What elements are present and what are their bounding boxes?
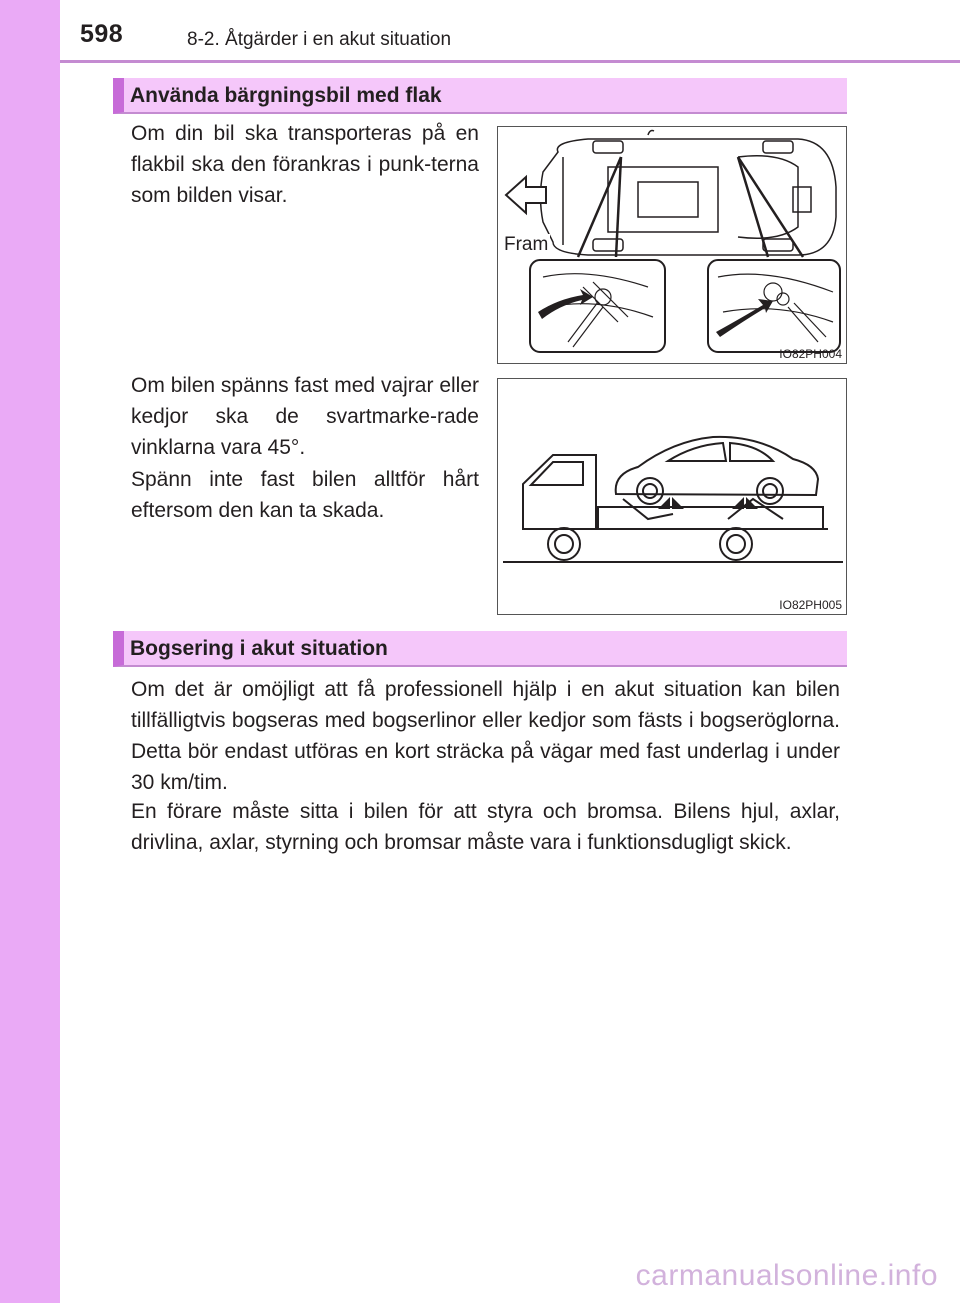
front-label: Fram	[504, 234, 549, 255]
figure-code: IO82PH004	[779, 347, 842, 361]
paragraph-towing-emergency: Om det är omöjligt att få professionell hjälp i en akut situation kan bilen tillfälligtvis bogseras med bogserlinor eller kedjor som fästs i bogseröglorna. Detta bör endast utföras en kort sträcka på vägar med fast underlag i under 30 km/tim.	[131, 678, 840, 794]
section-heading-flatbed	[113, 78, 847, 114]
section-heading-text: Använda bärgningsbil med flak	[130, 84, 442, 107]
figure-code: IO82PH005	[779, 598, 842, 612]
section-heading-towing	[113, 631, 847, 667]
watermark: carmanualsonline.info	[635, 1259, 938, 1292]
figure-flatbed-truck	[497, 378, 847, 615]
paragraph-anchor-points: Om din bil ska transporteras på en flakbil ska den förankras i punk-terna som bilden visar.	[131, 122, 479, 207]
figure-tiedown-points	[497, 126, 847, 364]
front-arrow-icon	[506, 177, 546, 213]
section-heading-text: Bogsering i akut situation	[130, 637, 388, 660]
paragraph-tension: Spänn inte fast bilen alltför hårt eftersom den kan ta skada.	[131, 468, 479, 522]
paragraph-driver-requirements: En förare måste sitta i bilen för att styra och bromsa. Bilens hjul, axlar, drivlina, axlar, styrning och bromsar måste vara i funktionsdugligt skick.	[131, 800, 840, 854]
side-tab	[0, 0, 60, 1303]
page-number: 598	[80, 20, 124, 48]
chapter-title: 8-2. Åtgärder i en akut situation	[187, 29, 452, 50]
flatbed-truck-illustration	[498, 379, 845, 613]
header-rule	[60, 60, 960, 63]
paragraph-angle: Om bilen spänns fast med vajrar eller kedjor ska de svartmarke-rade vinklarna vara 45°.	[131, 374, 479, 459]
